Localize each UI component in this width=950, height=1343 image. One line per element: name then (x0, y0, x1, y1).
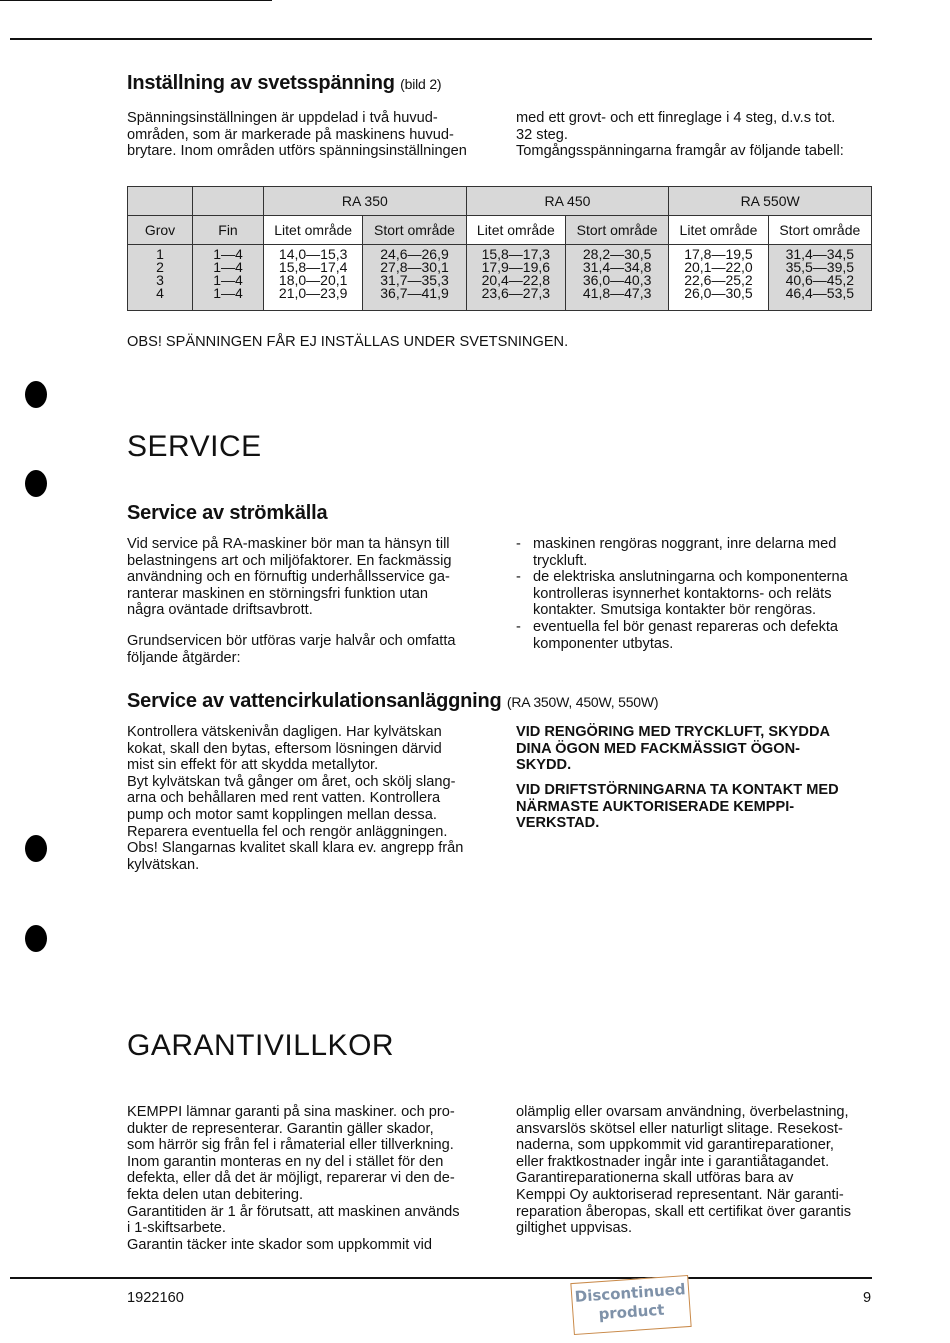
text-line: maskinen rengöras noggrant, inre delarna med (533, 536, 837, 552)
grov-column (128, 245, 193, 311)
table-cell: 14,0—15,3 (278, 246, 348, 262)
binder-hole-dot (25, 381, 47, 408)
service-title: SERVICE (127, 430, 262, 463)
text-line: eller fraktkostnader ingår inte i garantiåtagandet. (516, 1153, 830, 1170)
table-cell: 36,0—40,3 (582, 272, 652, 288)
text-line: Spänningsinställningen är uppdelad i två huvud- (127, 110, 438, 126)
group-header-ra550w: RA 550W (669, 187, 872, 216)
table-cell: 27,8—30,1 (380, 259, 449, 275)
text-line: Tomgångsspänningarna framgår av följande tabell: (516, 143, 844, 160)
table-cell: 17,9—19,6 (481, 259, 551, 275)
table-cell: 4 (156, 285, 164, 301)
text-line: KEMPPI lämnar garanti på sina maskiner. och pro- (127, 1104, 455, 1120)
text-line: mist sin effekt för att skydda metallytor. (127, 757, 379, 774)
binder-hole-dot (25, 835, 47, 862)
voltage-table (127, 186, 872, 311)
warranty-title: GARANTIVILLKOR (127, 1029, 395, 1062)
text-line: kontrolleras isynnerhet kontaktorns- och reläts (533, 585, 832, 602)
text-line: VID RENGÖRING MED TRYCKLUFT, SKYDDA (516, 724, 831, 740)
table-cell: 40,6—45,2 (785, 272, 855, 288)
ra550-stort-column (768, 245, 871, 311)
text-line: kokat, skall den bytas, eftersom lösningen därvid (127, 740, 442, 757)
discontinued-stamp (570, 1275, 691, 1335)
section-heading-water-cooling: Service av vattencirkulationsanläggning (RA 350W, 450W, 550W) (127, 690, 659, 712)
text-line: kylvätskan. (127, 856, 200, 873)
text-line: ansvarslös skötsel eller naturligt slitage. Resekost- (516, 1120, 843, 1137)
table-cell: 15,8—17,4 (278, 259, 348, 275)
power-source-text-left (127, 536, 483, 666)
table-cell: 46,4—53,5 (785, 285, 855, 301)
text-line: kontakter. Smutsiga kontakter bör rengöras. (533, 602, 817, 619)
text-line: DINA ÖGON MED FACKMÄSSIGT ÖGON- (516, 740, 801, 757)
text-line: giltighet uppvisas. (516, 1220, 633, 1237)
stamp-line: product (597, 1300, 665, 1324)
text-line: användning och en förnuftig underhållsservice ga- (127, 569, 450, 586)
text-line: Kemppi Oy auktoriserad representant. När garanti- (516, 1186, 844, 1203)
table-cell: 1—4 (213, 285, 243, 301)
text-line: 32 steg. (516, 126, 568, 143)
col-header-litet: Litet område (466, 216, 565, 245)
warranty-text-right (516, 1104, 872, 1237)
table-cell: 20,1—22,0 (684, 259, 753, 275)
text-line: som härrör sig från fel i råmaterial eller tillverkning. (127, 1137, 454, 1154)
section-heading-voltage: Inställning av svetsspänning (bild 2) (127, 72, 442, 94)
table-cell: 31,7—35,3 (380, 272, 449, 288)
table-corner-cell (193, 187, 264, 216)
text-line: Garantitiden är 1 år förutsatt, att maskinen används (127, 1203, 460, 1220)
text-line: Reparera eventuella fel och rengör anläggningen. (127, 823, 448, 840)
text-line: Obs! Slangarnas kvalitet skall klara ev. angrepp från (127, 840, 464, 857)
col-header-stort: Stort område (566, 216, 669, 245)
text-line: NÄRMASTE AUKTORISERADE KEMPPI- (516, 798, 795, 815)
text-line: brytare. Inom områden utförs spänningsinställningen (127, 143, 467, 160)
text-line: tryckluft. (533, 552, 588, 569)
text-line: Kontrollera vätskenivån dagligen. Har kylvätskan (127, 724, 442, 740)
text-line: VERKSTAD. (516, 815, 600, 832)
text-line: i 1-skiftsarbete. (127, 1220, 226, 1237)
text-line: VID DRIFTSTÖRNINGARNA TA KONTAKT MED (516, 782, 839, 798)
ra550-litet-column (669, 245, 768, 311)
table-cell: 20,4—22,8 (481, 272, 551, 288)
top-rule (10, 38, 872, 40)
table-cell: 23,6—27,3 (481, 285, 551, 301)
text-line: Byt kylvätskan två gånger om året, och skölj slang- (127, 773, 456, 790)
table-cell: 3 (156, 272, 164, 288)
text-line: reparation åberopas, skall ett certifikat över garantis (516, 1203, 852, 1220)
warranty-text-left (127, 1104, 483, 1253)
table-cell: 36,7—41,9 (380, 285, 449, 301)
list-dash: - (516, 618, 521, 635)
text-line: defekta, eller då det är möjligt, reparerar vi den de- (127, 1170, 455, 1187)
col-header-stort: Stort område (363, 216, 466, 245)
heading-note: (RA 350W, 450W, 550W) (506, 694, 659, 710)
table-cell: 1—4 (213, 246, 243, 262)
table-cell: 15,8—17,3 (481, 246, 551, 262)
stamp-line: Discontinued (574, 1280, 687, 1306)
document-number: 1922160 (127, 1290, 184, 1306)
group-header-ra450: RA 450 (466, 187, 669, 216)
binder-hole-dot (25, 925, 47, 952)
table-cell: 21,0—23,9 (278, 285, 348, 301)
heading-note: (bild 2) (400, 76, 442, 92)
list-dash: - (516, 569, 521, 586)
text-line: Grundservicen bör utföras varje halvår och omfatta (127, 632, 456, 649)
table-cell: 2 (156, 259, 164, 275)
text-line: några oväntade driftsavbrott. (127, 602, 313, 619)
table-cell: 17,8—19,5 (684, 246, 753, 262)
voltage-text-left (127, 110, 483, 160)
list-dash: - (516, 536, 521, 552)
col-header-fin: Fin (193, 216, 264, 245)
col-header-grov: Grov (128, 216, 193, 245)
table-cell: 18,0—20,1 (278, 272, 348, 288)
text-line: följande åtgärder: (127, 649, 241, 666)
ra350-stort-column (363, 245, 466, 311)
text-line: komponenter utbytas. (533, 635, 674, 652)
col-header-litet: Litet område (669, 216, 768, 245)
list-item (516, 536, 874, 569)
list-item (516, 569, 874, 619)
text-line: olämplig eller ovarsam användning, överbelastning, (516, 1104, 849, 1120)
text-line: ranterar maskinen en störningsfri funktion utan (127, 585, 428, 602)
text-line: naderna, som uppkommit vid garantireparationer, (516, 1137, 834, 1154)
ra450-litet-column (466, 245, 565, 311)
table-cell: 1—4 (213, 272, 243, 288)
table-cell: 24,6—26,9 (380, 246, 449, 262)
text-line: Garantin täcker inte skador som uppkommit vid (127, 1236, 432, 1253)
top-short-rule (0, 0, 272, 1)
ra450-stort-column (566, 245, 669, 311)
warning-eye-protection (516, 724, 872, 774)
col-header-litet: Litet område (264, 216, 363, 245)
maintenance-list (516, 536, 874, 652)
footer-rule (10, 1277, 872, 1279)
water-cooling-text (127, 724, 483, 873)
table-cell: 35,5—39,5 (785, 259, 855, 275)
text-line: eventuella fel bör genast repareras och defekta (533, 618, 839, 635)
table-cell: 31,4—34,8 (582, 259, 652, 275)
table-cell: 1—4 (213, 259, 243, 275)
binder-hole-dot (25, 470, 47, 497)
table-cell: 22,6—25,2 (684, 272, 753, 288)
text-line: med ett grovt- och ett finreglage i 4 steg, d.v.s tot. (516, 110, 836, 126)
group-header-ra350: RA 350 (264, 187, 467, 216)
text-line: SKYDD. (516, 757, 572, 774)
text-line: belastningens art och miljöfaktorer. En fackmässig (127, 552, 452, 569)
fin-column (193, 245, 264, 311)
text-line: Garantireparationerna skall utföras bara av (516, 1170, 794, 1187)
warning-contact-workshop (516, 782, 872, 832)
text-line: pump och motor samt kopplingen mellan dessa. (127, 806, 437, 823)
table-cell: 1 (156, 246, 164, 262)
table-cell: 41,8—47,3 (582, 285, 652, 301)
text-line: dukter de representerar. Garantin gäller skador, (127, 1120, 434, 1137)
text-line: områden, som är markerade på maskinens huvud- (127, 126, 454, 143)
text-line: arna och behållaren med rent vatten. Kontrollera (127, 790, 441, 807)
obs-note: OBS! SPÄNNINGEN FÅR EJ INSTÄLLAS UNDER SVETSNINGEN. (127, 334, 569, 350)
section-heading-power-source: Service av strömkälla (127, 502, 328, 524)
table-cell: 31,4—34,5 (785, 246, 855, 262)
text-line: Inom garantin monteras en ny del i stället för den (127, 1153, 444, 1170)
list-item (516, 619, 874, 652)
col-header-stort: Stort område (768, 216, 871, 245)
voltage-text-right (516, 110, 874, 160)
table-corner-cell (128, 187, 193, 216)
ra350-litet-column (264, 245, 363, 311)
text-line: de elektriska anslutningarna och komponenterna (533, 569, 848, 586)
page-number: 9 (863, 1290, 872, 1306)
text-line: fekta delen utan debitering. (127, 1186, 304, 1203)
table-cell: 26,0—30,5 (684, 285, 753, 301)
table-cell: 28,2—30,5 (582, 246, 652, 262)
text-line: Vid service på RA-maskiner bör man ta hänsyn till (127, 536, 450, 552)
